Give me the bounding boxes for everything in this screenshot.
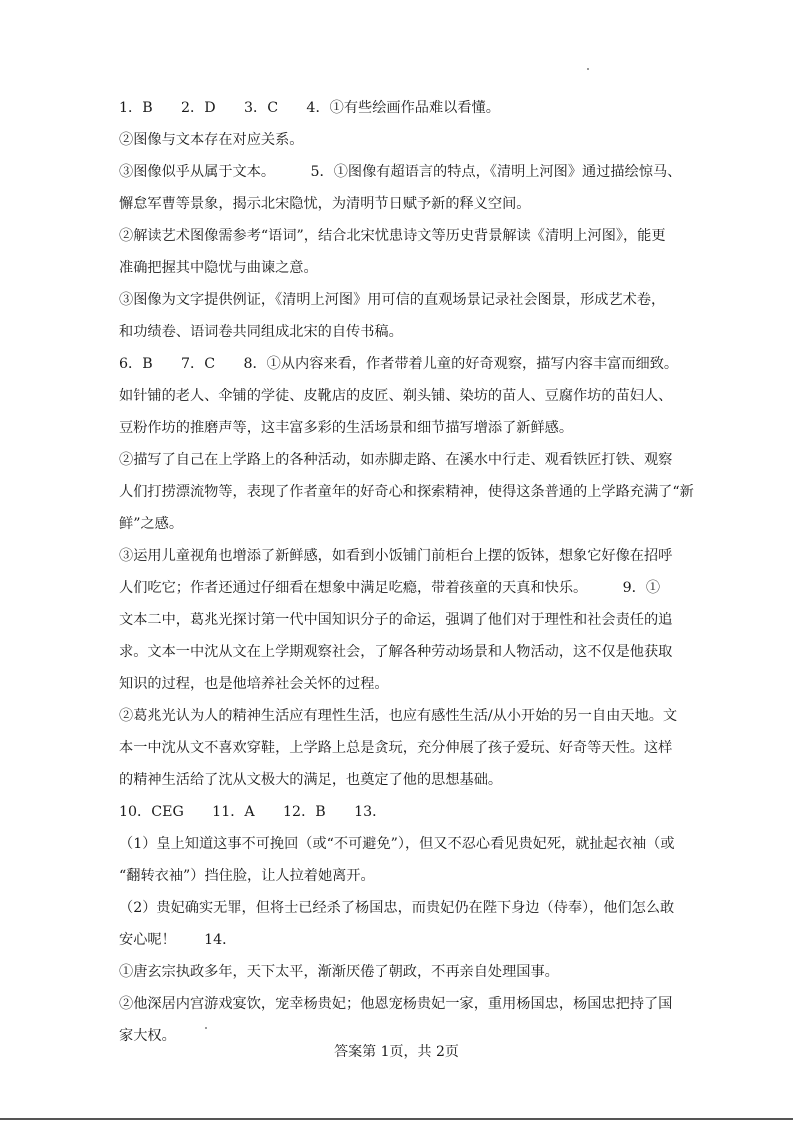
answer-line: 知识的过程，也是他培养社会关怀的过程。 — [119, 676, 389, 692]
answer-line: 懈怠军曹等景象，揭示北宋隐忧，为清明节日赋予新的释义空间。 — [119, 196, 531, 212]
page-footer: 答案第 1页，共 2页 — [334, 1044, 459, 1060]
answer-line: 鲜”之感。 — [119, 516, 184, 532]
answer-line: （1）皇上知道这事不可挽回（或“不可避免”），但又不忍心看见贵妃死，就扯起衣袖（或 — [119, 836, 675, 852]
answer-line: “翻转衣袖”）挡住脸，让人拉着她离开。 — [119, 868, 375, 884]
answer-line: ②葛兆光认为人的精神生活应有理性生活，也应有感性生活/从小开始的另一自由天地。文 — [119, 708, 678, 724]
answer-line: 10．CEG 11．A 12．B 13． — [119, 804, 387, 820]
answer-line: 人们打捞漂流物等，表现了作者童年的好奇心和探索精神，使得这条普通的上学路充满了“新 — [119, 484, 694, 500]
answer-line: 和功绩卷、语词卷共同组成北宋的自传书稿。 — [119, 324, 403, 340]
answer-line: 本一中沈从文不喜欢穿鞋，上学路上总是贪玩，充分伸展了孩子爱玩、好奇等天性。这样 — [119, 740, 673, 756]
answer-line: ①唐玄宗执政多年，天下太平，渐渐厌倦了朝政，不再亲自处理国事。 — [119, 964, 559, 980]
scan-speck — [587, 68, 589, 70]
answer-line: ③图像似乎从属于文本。 5．①图像有超语言的特点，《清明上河图》通过描绘惊马、 — [119, 164, 682, 180]
bottom-divider — [0, 1118, 793, 1120]
answer-line: （2）贵妃确实无罪，但将士已经杀了杨国忠，而贵妃仍在陛下身边（侍奉），他们怎么敢 — [119, 900, 675, 916]
answer-line: 家大权。 — [119, 1028, 176, 1044]
answer-line: 豆粉作坊的推磨声等，这丰富多彩的生活场景和细节描写增添了新鲜感。 — [119, 420, 574, 436]
answer-line: 1．B 2．D 3．C 4．①有些绘画作品难以看懂。 — [119, 100, 500, 116]
answer-line: 安心呢！ 14． — [119, 932, 237, 948]
answer-line: ②图像与文本存在对应关系。 — [119, 132, 304, 148]
answer-line: ②他深居内宫游戏宴饮，宠幸杨贵妃；他恩宠杨贵妃一家，重用杨国忠，杨国忠把持了国 — [119, 996, 673, 1012]
answer-line: 如针铺的老人、伞铺的学徒、皮靴店的皮匠、剃头铺、染坊的苗人、豆腐作坊的苗妇人、 — [119, 388, 673, 404]
answer-line: 的精神生活给了沈从文极大的满足，也奠定了他的思想基础。 — [119, 772, 503, 788]
answer-line: ③图像为文字提供例证，《清明上河图》用可信的直观场景记录社会图景，形成艺术卷， — [119, 292, 666, 308]
answer-line: 文本二中，葛兆光探讨第一代中国知识分子的命运，强调了他们对于理性和社会责任的追 — [119, 612, 673, 628]
answer-line: 6．B 7．C 8．①从内容来看，作者带着儿童的好奇观察，描写内容丰富而细致。 — [119, 356, 679, 372]
answer-line: ②描写了自己在上学路上的各种活动，如赤脚走路、在溪水中行走、观看铁匠打铁、观察 — [119, 452, 673, 468]
answer-line: 求。文本一中沈从文在上学期观察社会，了解各种劳动场景和人物活动，这不仅是他获取 — [119, 644, 673, 660]
answer-body — [119, 98, 694, 1058]
answer-line: ③运用儿童视角也增添了新鲜感，如看到小饭铺门前柜台上摆的饭钵，想象它好像在招呼 — [119, 548, 673, 564]
scan-speck — [205, 1027, 207, 1029]
answer-line: ②解读艺术图像需参考“语词”，结合北宋忧患诗文等历史背景解读《清明上河图》，能更 — [119, 228, 666, 244]
answer-line: 准确把握其中隐忧与曲谏之意。 — [119, 260, 318, 276]
answer-line: 人们吃它；作者还通过仔细看在想象中满足吃瘾，带着孩童的天真和快乐。 9．① — [119, 580, 661, 596]
